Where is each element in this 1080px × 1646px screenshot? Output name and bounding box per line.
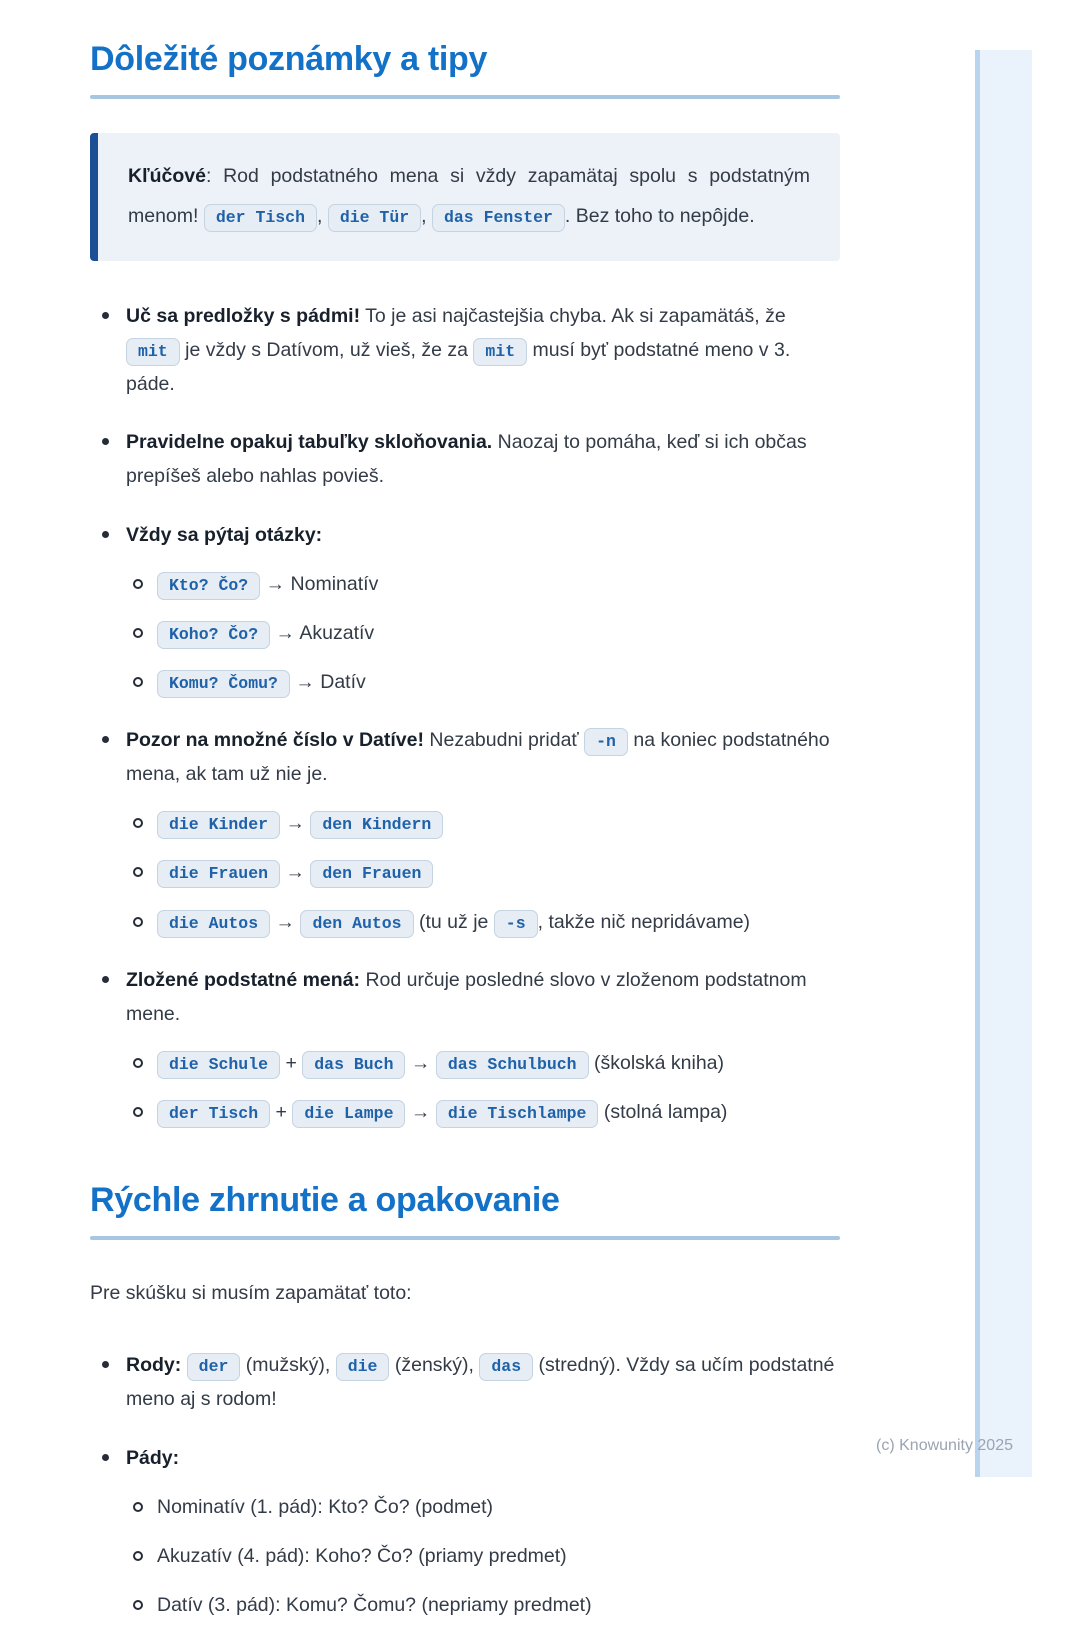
page-title: Dôležité poznámky a tipy: [90, 40, 488, 78]
section-title: Rýchle zhrnutie a opakovanie: [90, 1181, 560, 1220]
sub-list-item: [126, 1490, 840, 1524]
list-item-text: Pozor na množné číslo v Datíve! Nezabudni pridať -n na koniec podstatného mena, ak tam už nie je.: [126, 729, 830, 786]
list-item-text: Rody: der (mužský), die (ženský), das (stredný). Vždy sa učím podstatné meno aj s rodom!: [126, 1354, 835, 1411]
inline-code-badge: -n: [584, 728, 628, 756]
bold-text: Rody:: [126, 1354, 182, 1377]
sub-list-item: [126, 1539, 840, 1573]
inline-code-badge: der Tisch: [157, 1100, 270, 1128]
sub-list-item: [126, 1588, 840, 1622]
sub-list-item: [126, 616, 840, 650]
inline-code-badge: Komu? Čomu?: [157, 670, 290, 698]
list-item: [90, 518, 840, 700]
inline-code-badge: die: [336, 1353, 390, 1381]
inline-code-badge: die Tür: [328, 204, 421, 232]
list-item: [90, 723, 840, 939]
bold-text: Pravidelne opakuj tabuľky skloňovania.: [126, 431, 493, 454]
inline-code-badge: das Buch: [302, 1051, 405, 1079]
sub-list-item: [126, 665, 840, 699]
section-notes: [90, 40, 840, 1129]
sub-list: [126, 1046, 840, 1129]
inline-code-badge: den Frauen: [310, 860, 433, 888]
list-item-text: Uč sa predložky s pádmi! To je asi najčastejšia chyba. Ak si zapamätáš, že mit je vždy s Datívom, už vieš, že za mit musí byť podstatné meno v 3. páde.: [126, 304, 791, 396]
sub-item-text: Koho? Čo? → Akuzatív: [157, 616, 840, 650]
inline-code-badge: mit: [473, 338, 527, 366]
inline-code-badge: die Frauen: [157, 860, 280, 888]
bold-text: Kľúčové: [128, 165, 206, 187]
inline-code-badge: die Kinder: [157, 811, 280, 839]
callout-text: Kľúčové: Rod podstatného mena si vždy zapamätaj spolu s podstatným menom! der Tisch , die Tür , das Fenster . Bez toho to nepôjde.: [128, 157, 810, 237]
bold-text: Pozor na množné číslo v Datíve!: [126, 729, 424, 752]
summary-intro: Pre skúšku si musím zapamätať toto:: [90, 1282, 412, 1305]
page-edge-decoration: [975, 50, 1032, 1477]
sub-item-text: Akuzatív (4. pád): Koho? Čo? (priamy predmet): [157, 1544, 567, 1567]
list-item: [90, 425, 840, 493]
inline-code-badge: den Kindern: [310, 811, 443, 839]
inline-code-badge: Kto? Čo?: [157, 572, 260, 600]
list-item: [90, 299, 840, 401]
list-item: [90, 963, 840, 1130]
inline-code-badge: das: [479, 1353, 533, 1381]
sub-item-text: der Tisch + die Lampe → die Tischlampe (stolná lampa): [157, 1095, 840, 1129]
sub-item-text: Datív (3. pád): Komu? Čomu? (nepriamy predmet): [157, 1593, 592, 1616]
bold-text: Pády:: [126, 1446, 180, 1469]
inline-code-badge: -s: [494, 910, 538, 938]
sub-item-text: die Kinder → den Kindern: [157, 806, 840, 840]
sub-list-item: [126, 567, 840, 601]
sub-list-item: [126, 1046, 840, 1080]
bold-text: Zložené podstatné mená:: [126, 968, 361, 991]
sub-item-text: Nominatív (1. pád): Kto? Čo? (podmet): [157, 1495, 493, 1518]
inline-code-badge: der: [187, 1353, 241, 1381]
document-content: [90, 40, 840, 1646]
sub-list: [126, 806, 840, 938]
sub-list: [126, 1490, 840, 1622]
inline-code-badge: das Schulbuch: [436, 1051, 589, 1079]
list-item-text: [126, 518, 840, 552]
sub-list: [126, 567, 840, 699]
list-item-text: [126, 1441, 840, 1475]
sub-list-item: [126, 1095, 840, 1129]
list-item: [90, 1348, 840, 1416]
bold-text: Uč sa predložky s pádmi!: [126, 304, 361, 327]
inline-code-badge: die Tischlampe: [436, 1100, 599, 1128]
sub-item-text: die Autos → den Autos (tu už je -s , takže nič nepridávame): [157, 905, 840, 939]
inline-code-badge: der Tisch: [204, 204, 317, 232]
inline-code-badge: Koho? Čo?: [157, 621, 270, 649]
list-item-text: Pravidelne opakuj tabuľky skloňovania. Naozaj to pomáha, keď si ich občas prepíšeš alebo nahlas povieš.: [126, 431, 807, 488]
sub-item-text: die Frauen → den Frauen: [157, 855, 840, 889]
inline-code-badge: mit: [126, 338, 180, 366]
bold-text: Vždy sa pýtaj otázky:: [126, 523, 323, 546]
inline-code-badge: den Autos: [300, 910, 413, 938]
sub-item-text: Komu? Čomu? → Datív: [157, 665, 840, 699]
inline-code-badge: die Autos: [157, 910, 270, 938]
summary-list: [90, 1348, 840, 1622]
inline-code-badge: die Lampe: [292, 1100, 405, 1128]
copyright-footer: (c) Knowunity 2025: [876, 1437, 1013, 1454]
sub-list-item: [126, 855, 840, 889]
notes-list: [90, 299, 840, 1129]
sub-list-item: [126, 905, 840, 939]
section-summary: [90, 1181, 840, 1622]
heading-underline: [90, 1236, 840, 1240]
list-item-text: Zložené podstatné mená: Rod určuje posledné slovo v zloženom podstatnom mene.: [126, 968, 807, 1025]
sub-list-item: [126, 806, 840, 840]
heading-underline: [90, 95, 840, 99]
list-item: [90, 1441, 840, 1623]
sub-item-text: die Schule + das Buch → das Schulbuch (školská kniha): [157, 1046, 840, 1080]
inline-code-badge: das Fenster: [432, 204, 565, 232]
sub-item-text: Kto? Čo? → Nominatív: [157, 567, 840, 601]
key-callout: [90, 133, 840, 261]
inline-code-badge: die Schule: [157, 1051, 280, 1079]
